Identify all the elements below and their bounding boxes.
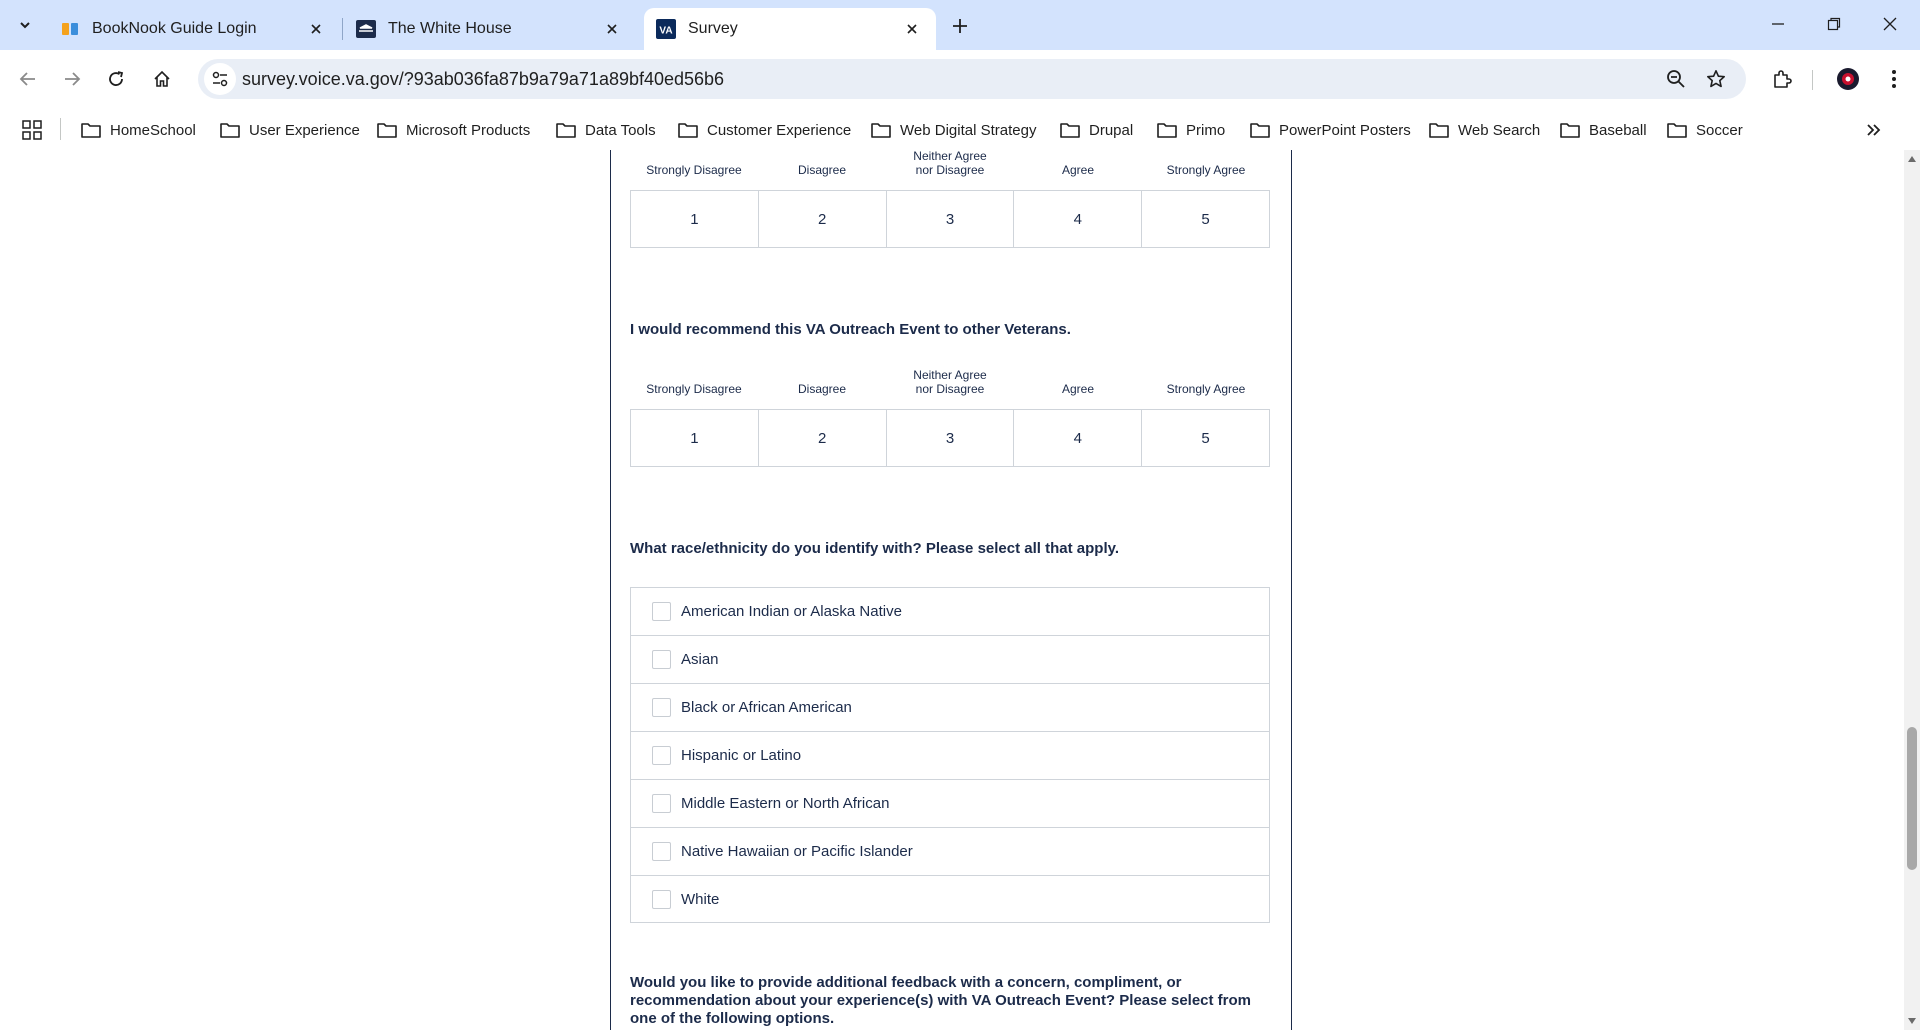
scale-label: Strongly Disagree — [646, 382, 742, 396]
folder-icon — [871, 122, 891, 138]
toolbar-divider — [1812, 70, 1813, 90]
scale-label: Agree — [1061, 382, 1095, 396]
option-label: Asian — [681, 651, 719, 668]
menu-button[interactable] — [1878, 63, 1910, 95]
folder-icon — [1157, 122, 1177, 138]
bookmark-label: Drupal — [1089, 121, 1134, 139]
avatar — [1836, 67, 1860, 91]
chevron-down-icon — [18, 18, 32, 32]
home-icon — [153, 70, 171, 88]
checkbox[interactable] — [652, 890, 671, 909]
browser-toolbar — [0, 50, 1920, 108]
svg-text:VA: VA — [659, 25, 673, 37]
restore-button[interactable] — [1806, 0, 1862, 48]
checkbox[interactable] — [652, 602, 671, 621]
address-bar[interactable] — [198, 59, 1746, 99]
bookmark-folder[interactable] — [81, 116, 196, 144]
scroll-up-arrow-icon[interactable] — [1907, 154, 1917, 164]
bookmark-label: User Experience — [249, 121, 360, 139]
bookmarks-overflow-button[interactable] — [1860, 116, 1888, 144]
bookmark-folder[interactable] — [1157, 116, 1225, 144]
close-icon[interactable] — [306, 19, 326, 39]
minimize-icon — [1771, 17, 1785, 31]
scale-label: Strongly Disagree — [646, 163, 742, 177]
minimize-button[interactable] — [1750, 0, 1806, 48]
arrow-right-icon — [63, 70, 81, 88]
bookmark-folder[interactable] — [1250, 116, 1411, 144]
bookmark-label: Web Digital Strategy — [900, 121, 1037, 139]
option-label: American Indian or Alaska Native — [681, 603, 902, 620]
rating-option-1[interactable]: 1 — [631, 410, 759, 466]
tab-survey[interactable] — [644, 8, 936, 50]
window-close-button[interactable] — [1862, 0, 1918, 48]
likert-rating-row — [630, 190, 1270, 248]
apps-button[interactable] — [18, 116, 46, 144]
tab-separator — [342, 18, 343, 40]
url-text[interactable]: survey.voice.va.gov/?93ab036fa87b9a79a71a89bf40ed56b6 — [242, 69, 725, 89]
booknook-icon — [60, 19, 80, 39]
option-label: Hispanic or Latino — [681, 747, 802, 764]
scale-label: Neither Agree nor Disagree — [913, 150, 987, 177]
rating-option-5[interactable]: 5 — [1142, 410, 1269, 466]
restore-icon — [1827, 17, 1841, 31]
bookmark-folder[interactable] — [871, 116, 1036, 144]
bookmark-label: PowerPoint Posters — [1279, 121, 1411, 139]
tab-search-button[interactable] — [10, 10, 40, 40]
bookmark-folder[interactable] — [377, 116, 530, 144]
likert-rating-row — [630, 409, 1270, 467]
tab-strip — [0, 0, 1920, 50]
bookmark-label: Data Tools — [585, 121, 656, 139]
bookmark-label: Baseball — [1589, 121, 1647, 139]
new-tab-button[interactable] — [944, 10, 976, 42]
rating-option-3[interactable]: 3 — [887, 191, 1015, 247]
scale-label: Strongly Agree — [1166, 163, 1246, 177]
close-icon[interactable] — [602, 19, 622, 39]
extensions-button[interactable] — [1766, 63, 1798, 95]
rating-option-4[interactable]: 4 — [1014, 191, 1142, 247]
folder-icon — [1060, 122, 1080, 138]
rating-option-2[interactable]: 2 — [759, 410, 887, 466]
folder-icon — [1250, 122, 1270, 138]
site-info-button[interactable] — [204, 63, 236, 95]
question-race-ethnicity: What race/ethnicity do you identify with? Please select all that apply. — [630, 540, 1120, 557]
bookmark-folder[interactable] — [1429, 116, 1540, 144]
question-recommend: I would recommend this VA Outreach Event to other Veterans. — [630, 321, 1071, 338]
back-button[interactable] — [12, 63, 44, 95]
folder-icon — [1429, 122, 1449, 138]
option-label: Black or African American — [681, 699, 852, 716]
apps-grid-icon — [22, 120, 42, 140]
bookmark-folder[interactable] — [1560, 116, 1647, 144]
option-middle-eastern[interactable] — [631, 780, 1269, 828]
puzzle-icon — [1772, 69, 1792, 89]
page-viewport — [0, 150, 1920, 1030]
rating-option-3[interactable]: 3 — [887, 410, 1015, 466]
va-icon — [656, 19, 676, 39]
plus-icon — [952, 18, 968, 34]
bookmark-folder[interactable] — [678, 116, 851, 144]
rating-option-2[interactable]: 2 — [759, 191, 887, 247]
option-black[interactable] — [631, 684, 1269, 732]
race-ethnicity-options — [630, 587, 1270, 923]
tune-icon — [211, 70, 229, 88]
folder-icon — [1560, 122, 1580, 138]
option-hispanic[interactable] — [631, 732, 1269, 780]
folder-icon — [556, 122, 576, 138]
bookmark-label: Microsoft Products — [406, 121, 531, 139]
page-scrollbar[interactable] — [1904, 150, 1920, 1030]
scale-label: Neither Agree nor Disagree — [913, 368, 987, 396]
tab-title: BookNook Guide Login — [92, 20, 257, 37]
reload-button[interactable] — [100, 63, 132, 95]
checkbox[interactable] — [652, 650, 671, 669]
profile-button[interactable] — [1832, 63, 1864, 95]
bookmark-label: HomeSchool — [110, 121, 196, 139]
reload-icon — [107, 70, 125, 88]
folder-icon — [678, 122, 698, 138]
folder-icon — [220, 122, 240, 138]
checkbox[interactable] — [652, 698, 671, 717]
arrow-left-icon — [19, 70, 37, 88]
scale-label: Disagree — [797, 382, 847, 396]
home-button[interactable] — [146, 63, 178, 95]
option-label: White — [681, 890, 720, 908]
checkbox[interactable] — [652, 842, 671, 861]
question-additional-feedback: Would you like to provide additional feedback with a concern, compliment, or recommendation about your experience(s) with VA Outreach Event? Please select from one of the following options. — [630, 974, 1252, 1027]
close-icon[interactable] — [902, 19, 922, 39]
option-label: Native Hawaiian or Pacific Islander — [681, 843, 913, 860]
likert-scale-labels — [630, 150, 1270, 190]
folder-icon — [81, 122, 101, 138]
scale-label: Agree — [1061, 163, 1095, 177]
bookmark-folder[interactable] — [1667, 116, 1743, 144]
forward-button[interactable] — [56, 63, 88, 95]
option-label: Middle Eastern or North African — [681, 795, 890, 812]
option-american-indian[interactable] — [631, 588, 1269, 636]
scale-label: Strongly Agree — [1166, 382, 1246, 396]
checkbox[interactable] — [652, 794, 671, 813]
scroll-thumb[interactable] — [1907, 727, 1917, 870]
bookmark-label: Customer Experience — [707, 121, 852, 139]
option-asian[interactable] — [631, 636, 1269, 684]
zoom-button[interactable] — [1660, 63, 1692, 95]
tab-title: The White House — [388, 20, 512, 37]
folder-icon — [1667, 122, 1687, 138]
more-vertical-icon — [1891, 69, 1897, 89]
checkbox[interactable] — [652, 746, 671, 765]
bookmarks-separator — [60, 118, 61, 140]
likert-scale-labels — [630, 369, 1270, 409]
tab-title: Survey — [688, 20, 738, 37]
bookmark-folder[interactable] — [1060, 116, 1133, 144]
double-chevron-right-icon — [1866, 123, 1882, 137]
zoom-out-icon — [1666, 69, 1686, 89]
folder-icon — [377, 122, 397, 138]
option-white[interactable] — [631, 876, 1269, 922]
bookmark-folder[interactable] — [220, 116, 360, 144]
tab-booknook[interactable] — [48, 8, 340, 50]
rating-option-1[interactable]: 1 — [631, 191, 759, 247]
bookmark-folder[interactable] — [556, 116, 656, 144]
rating-option-5[interactable]: 5 — [1142, 191, 1269, 247]
tab-white-house[interactable] — [344, 8, 636, 50]
rating-option-4[interactable]: 4 — [1014, 410, 1142, 466]
scale-label: Disagree — [797, 163, 847, 177]
scroll-down-arrow-icon[interactable] — [1907, 1016, 1917, 1026]
bookmark-label: Web Search — [1458, 121, 1541, 139]
close-icon — [1883, 17, 1897, 31]
bookmark-star-button[interactable] — [1700, 63, 1732, 95]
star-icon — [1706, 69, 1726, 89]
whitehouse-icon — [356, 19, 376, 39]
bookmark-label: Primo — [1186, 121, 1226, 139]
bookmark-label: Soccer — [1696, 121, 1743, 139]
option-native-hawaiian[interactable] — [631, 828, 1269, 876]
bookmarks-bar — [0, 108, 1920, 150]
